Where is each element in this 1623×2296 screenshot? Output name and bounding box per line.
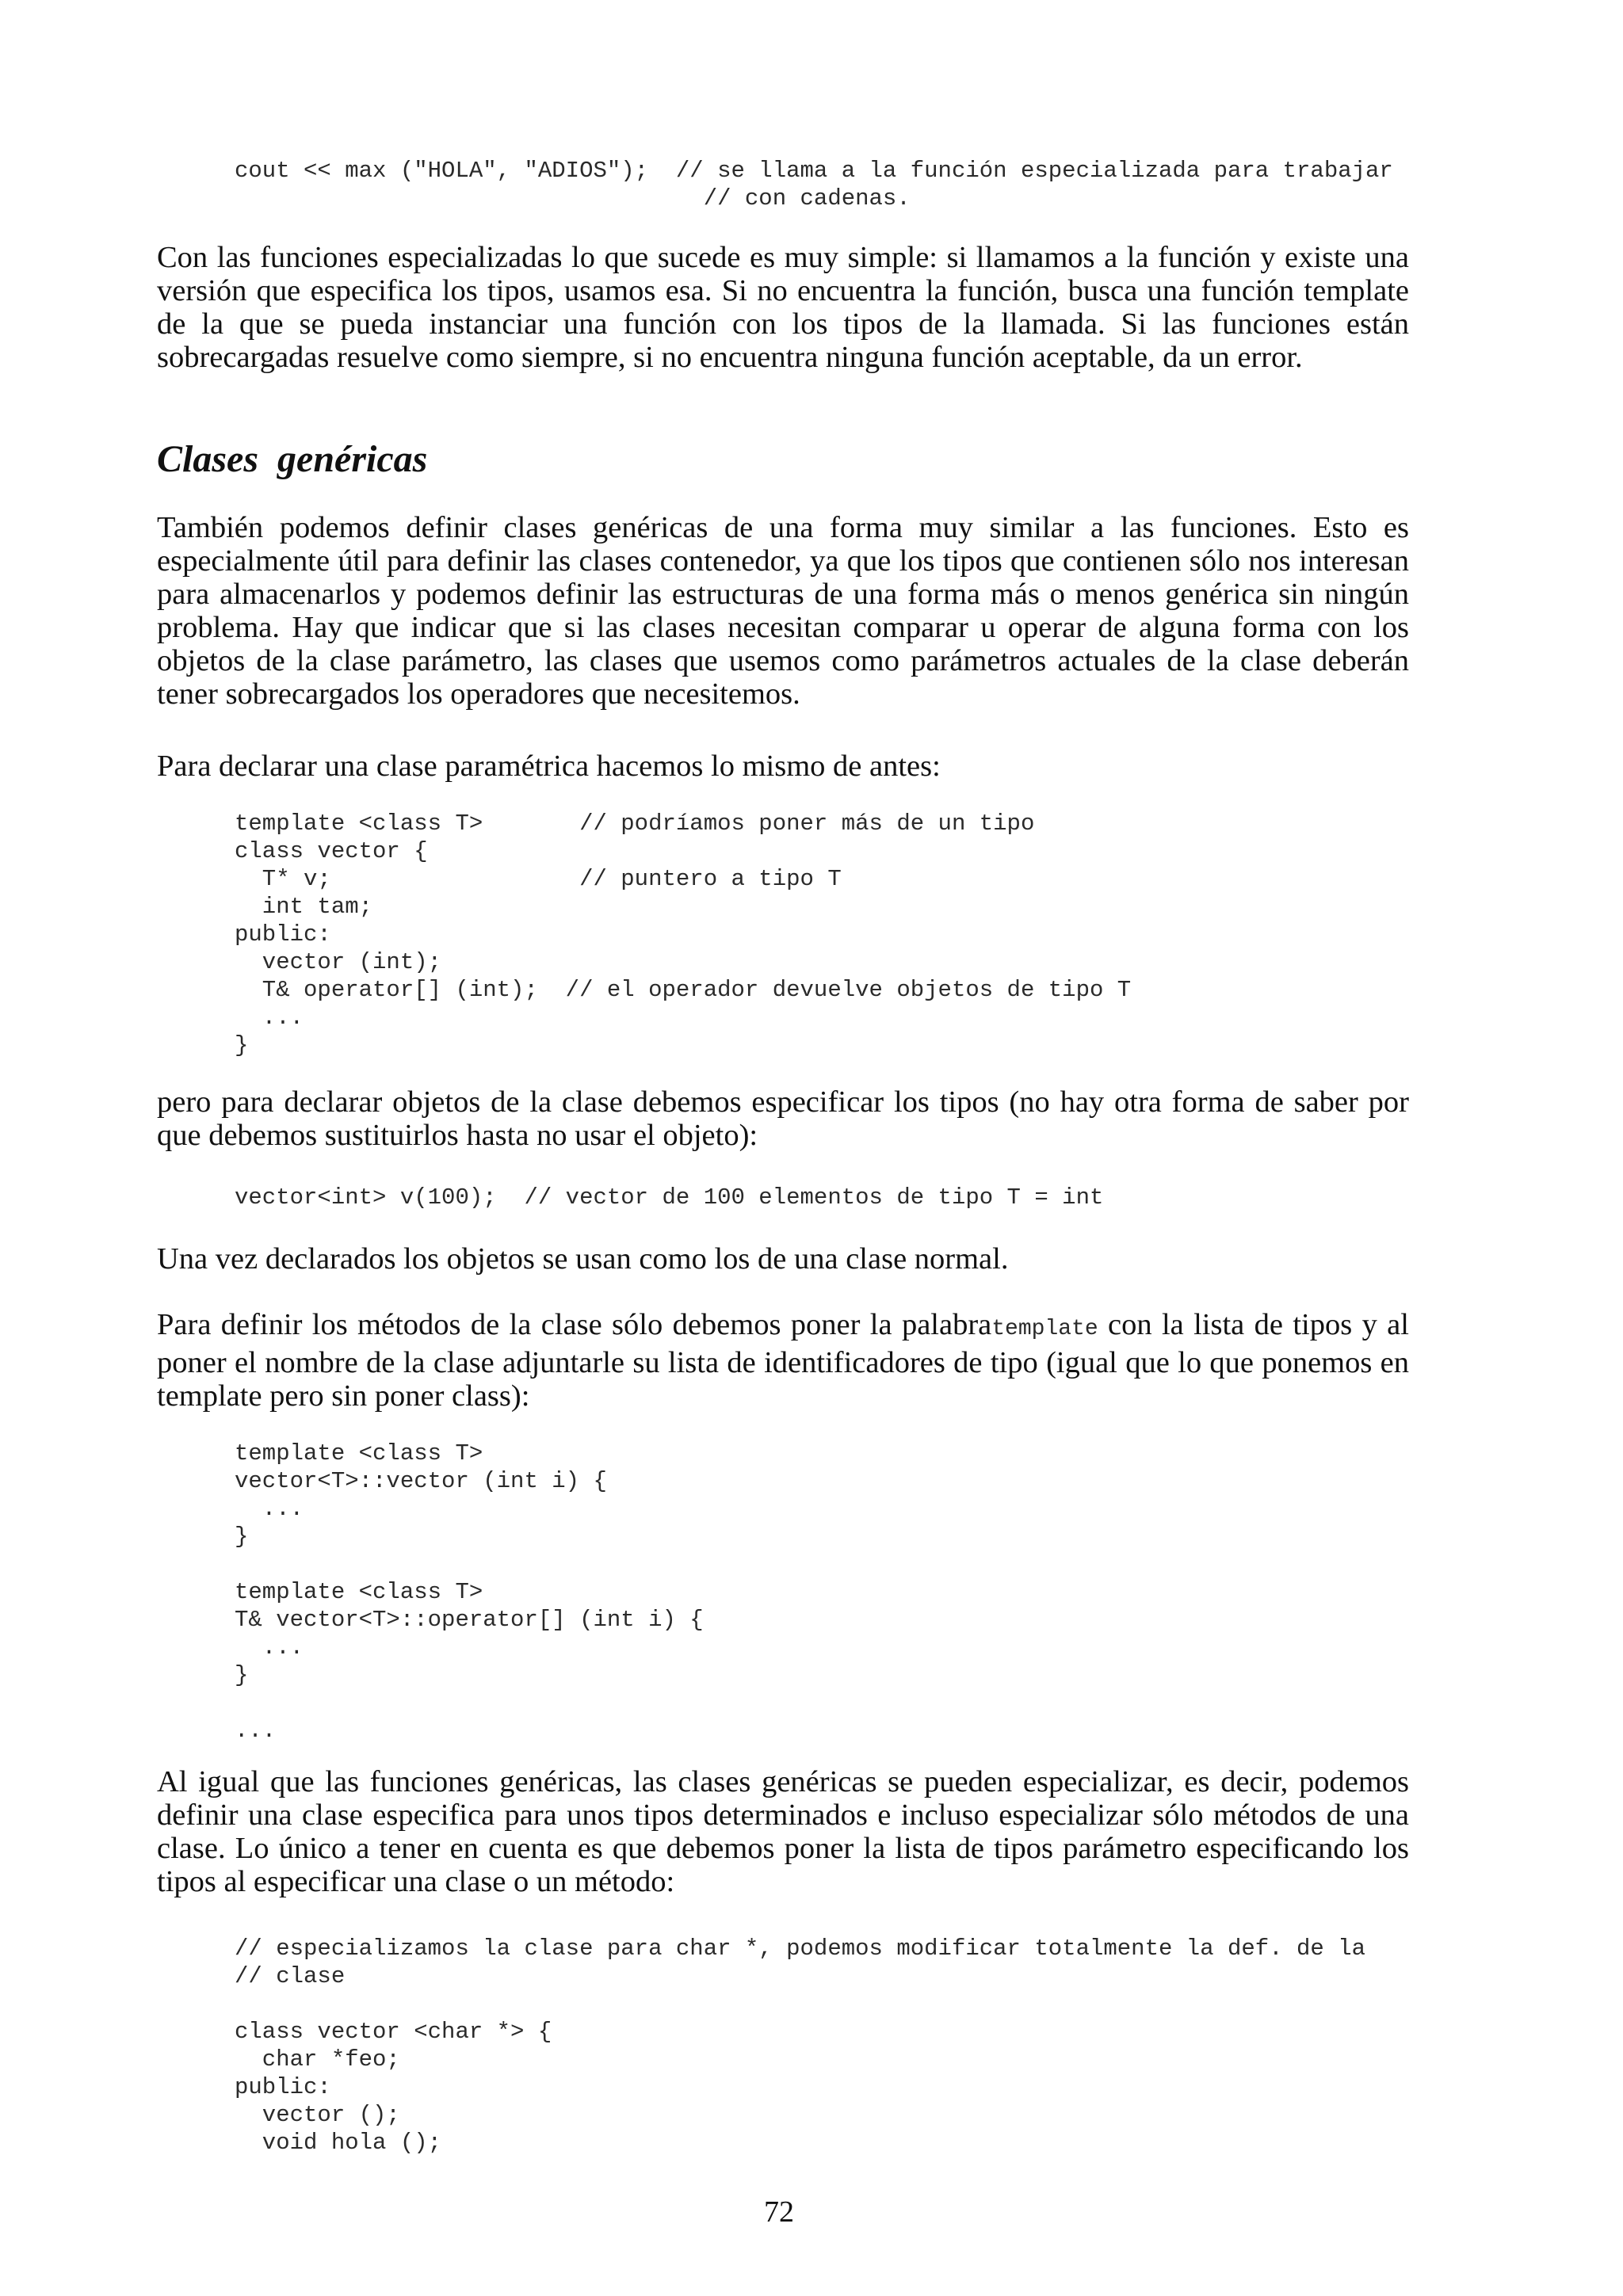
paragraph-specialize-classes: Al igual que las funciones genéricas, las clases genéricas se pueden especializar, es decir, podemos definir una clase especifica para unos tipos determinados e incluso especializar sólo métodos de una clase. Lo único a tener en cuenta es que debemos poner la lista de tipos parámetro especificando los tipos al especificar una clase o un método: (157, 1765, 1409, 1898)
paragraph-define-methods-text-a: Para definir los métodos de la clase sólo debemos poner la palabra (157, 1308, 992, 1341)
paragraph-generic-classes: También podemos definir clases genéricas de una forma muy similar a las funciones. Esto es especialmente útil para definir las clases contenedor, ya que los tipos que contienen sólo nos interesan para almacenarlos y podemos definir las estructuras de una forma más o menos genérica sin ningún problema. Hay que indicar que si las clases necesitan comparar u operar de alguna forma con los objetos de la clase parámetro, las clases que usemos como parámetros actuales de la clase deberán tener sobrecargados los operadores que necesitemos. (157, 511, 1409, 711)
paragraph-declare-objects: pero para declarar objetos de la clase debemos especificar los tipos (no hay otra forma de saber por que debemos sustituirlos hasta no usar el objeto): (157, 1085, 1409, 1152)
code-block-method-definitions: template <class T> vector<T>::vector (int i) { ... } template <class T> T& vector<T>::operator[] (int i) { ... } ... (235, 1440, 704, 1744)
code-block-class-vector: template <class T> // podríamos poner más de un tipo class vector { T* v; // puntero a tipo T int tam; public: vector (int); T& operator[] (int); // el operador devuelve objetos de tipo T ... } (235, 810, 1132, 1058)
inline-code-template: template (991, 1317, 1098, 1341)
paragraph-define-methods (157, 1308, 1409, 1413)
code-block-vector-instance: vector<int> v(100); // vector de 100 elementos de tipo T = int (235, 1184, 1104, 1211)
paragraph-define-methods-text-b: con la lista de tipos y al poner el nombre de la clase adjuntarle su lista de identificadores de tipo (igual que lo que ponemos en template pero sin poner class): (157, 1308, 1409, 1413)
paragraph-specialized-functions: Con las funciones especializadas lo que sucede es muy simple: si llamamos a la función y existe una versión que especifica los tipos, usamos esa. Si no encuentra la función, busca una función template de la que se pueda instanciar una función con los tipos de la llamada. Si las funciones están sobrecargadas resuelve como siempre, si no encuentra ninguna función aceptable, da un error. (157, 241, 1409, 374)
page-number: 72 (764, 2195, 794, 2229)
code-block-specialized-class: // especializamos la clase para char *, podemos modificar totalmente la def. de la // clase class vector <char *> { char *feo; public: vector (); void hola (); (235, 1936, 1366, 2156)
paragraph-declare-class: Para declarar una clase paramétrica hacemos lo mismo de antes: (157, 749, 941, 783)
code-block-max-call: cout << max ("HOLA", "ADIOS"); // se llama a la función especializada para trabajar // con cadenas. (235, 158, 1393, 212)
paragraph-usage: Una vez declarados los objetos se usan como los de una clase normal. (157, 1242, 1009, 1276)
section-heading: Clases genéricas (157, 438, 428, 480)
